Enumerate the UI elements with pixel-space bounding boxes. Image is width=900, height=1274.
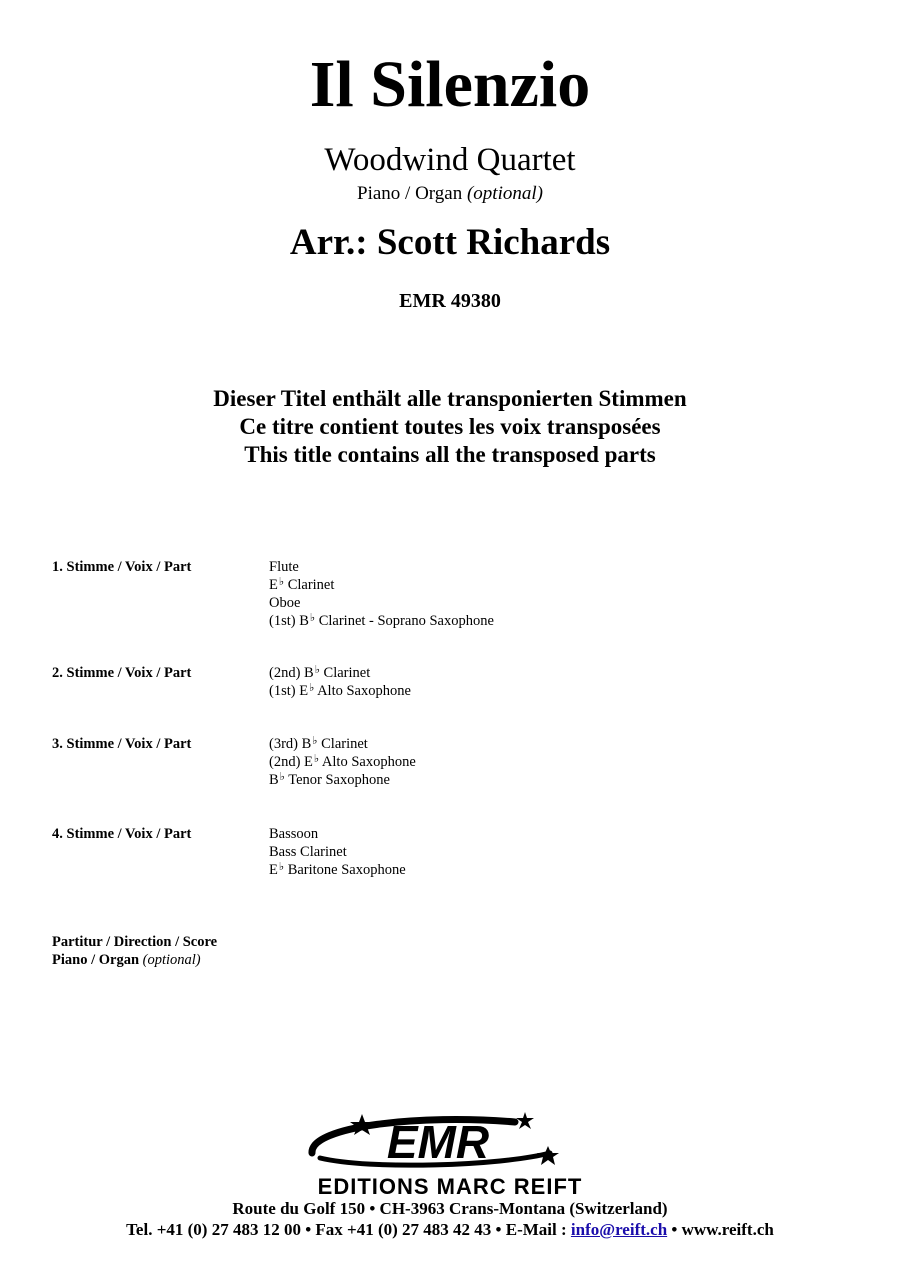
- instrument-name: E: [269, 577, 278, 593]
- catalog-number: EMR 49380: [399, 290, 501, 312]
- instrument-name-rest: Clarinet: [317, 736, 368, 752]
- instrument-name-rest: Clarinet: [284, 577, 335, 593]
- publisher-address: Route du Golf 150 • CH-3963 Crans-Montana (Switzerland): [232, 1199, 668, 1218]
- instrument-item: [269, 735, 416, 753]
- optional-note: (optional): [466, 183, 543, 204]
- instrument-item: [269, 753, 416, 771]
- instrument-item: [269, 576, 494, 594]
- contact-phone-fax: Tel. +41 (0) 27 483 12 00 • Fax +41 (0) 27 483 42 43 • E-Mail :: [126, 1220, 571, 1239]
- arranger: Arr.: Scott Richards: [289, 222, 611, 263]
- instrument-line: [0, 184, 900, 203]
- instrument-item: [269, 771, 416, 789]
- flat-sign: ♭: [313, 753, 320, 765]
- instrument-name: B: [269, 772, 279, 788]
- part-group-label: 2. Stimme / Voix / Part: [52, 665, 192, 681]
- instrument-item: [269, 612, 494, 630]
- flat-sign: ♭: [279, 771, 285, 783]
- part-group-label: 3. Stimme / Voix / Part: [52, 736, 192, 752]
- instrument-name-rest: Clarinet - Soprano Saxophone: [315, 613, 494, 629]
- flat-sign: ♭: [309, 612, 316, 624]
- instrument-name-rest: Clarinet: [319, 665, 371, 681]
- instrument-item: [269, 825, 406, 843]
- instrument-name: (2nd) E: [269, 754, 313, 770]
- instrument-item: [269, 594, 494, 612]
- instrument-item: [269, 682, 411, 700]
- part-instrument-list: [269, 558, 494, 630]
- instrument-name: Oboe: [269, 595, 301, 611]
- subtitle: Woodwind Quartet: [324, 142, 576, 178]
- instrument-name-rest: Alto Saxophone: [319, 754, 416, 770]
- instrument-name: Bassoon: [269, 826, 319, 842]
- instrument-item: [269, 843, 406, 861]
- flat-sign: ♭: [312, 735, 318, 747]
- contact-website: • www.reift.ch: [667, 1220, 774, 1239]
- part-instrument-list: [269, 735, 416, 789]
- notice-german: Dieser Titel enthält alle transponierten Stimmen: [213, 386, 687, 411]
- instrument-name-rest: Alto Saxophone: [314, 683, 411, 699]
- instrument-name-rest: Baritone Saxophone: [284, 862, 406, 878]
- instrument-name: E: [269, 862, 278, 878]
- piano-organ-line: [52, 951, 217, 969]
- instrument-item: [269, 861, 406, 879]
- publisher-contact: [0, 1221, 900, 1238]
- instrument-name: Bass Clarinet: [269, 844, 347, 860]
- optional-note: (optional): [142, 952, 201, 968]
- instrument-line-text: Piano / Organ: [357, 183, 463, 204]
- publisher-name: EDITIONS MARC REIFT: [317, 1174, 583, 1199]
- flat-sign: ♭: [278, 861, 285, 873]
- part-instrument-list: [269, 825, 406, 879]
- instrument-name: (3rd) B: [269, 736, 312, 752]
- instrument-item: [269, 558, 494, 576]
- instrument-name: (2nd) B: [269, 665, 314, 681]
- part-group-label: 4. Stimme / Voix / Part: [52, 826, 192, 842]
- instrument-name-rest: Tenor Saxophone: [284, 772, 390, 788]
- flat-sign: ♭: [278, 576, 285, 588]
- flat-sign: ♭: [314, 664, 320, 676]
- instrument-name: Flute: [269, 559, 299, 575]
- part-instrument-list: [269, 664, 411, 700]
- flat-sign: ♭: [309, 682, 315, 694]
- part-group-label: 1. Stimme / Voix / Part: [52, 559, 192, 575]
- instrument-name: (1st) E: [269, 683, 309, 699]
- score-line: Partitur / Direction / Score: [52, 934, 218, 950]
- logo-text: EMR: [386, 1116, 490, 1168]
- email-link[interactable]: info@reift.ch: [570, 1220, 668, 1239]
- instrument-item: [269, 664, 411, 682]
- score-block: [52, 933, 217, 969]
- notice-english: This title contains all the transposed parts: [244, 442, 656, 467]
- piano-organ-label: Piano / Organ: [52, 952, 140, 968]
- instrument-name: (1st) B: [269, 613, 309, 629]
- notice-french: Ce titre contient toutes les voix transposées: [239, 414, 661, 439]
- emr-logo-icon: [300, 1108, 570, 1178]
- page-title: Il Silenzio: [309, 48, 591, 121]
